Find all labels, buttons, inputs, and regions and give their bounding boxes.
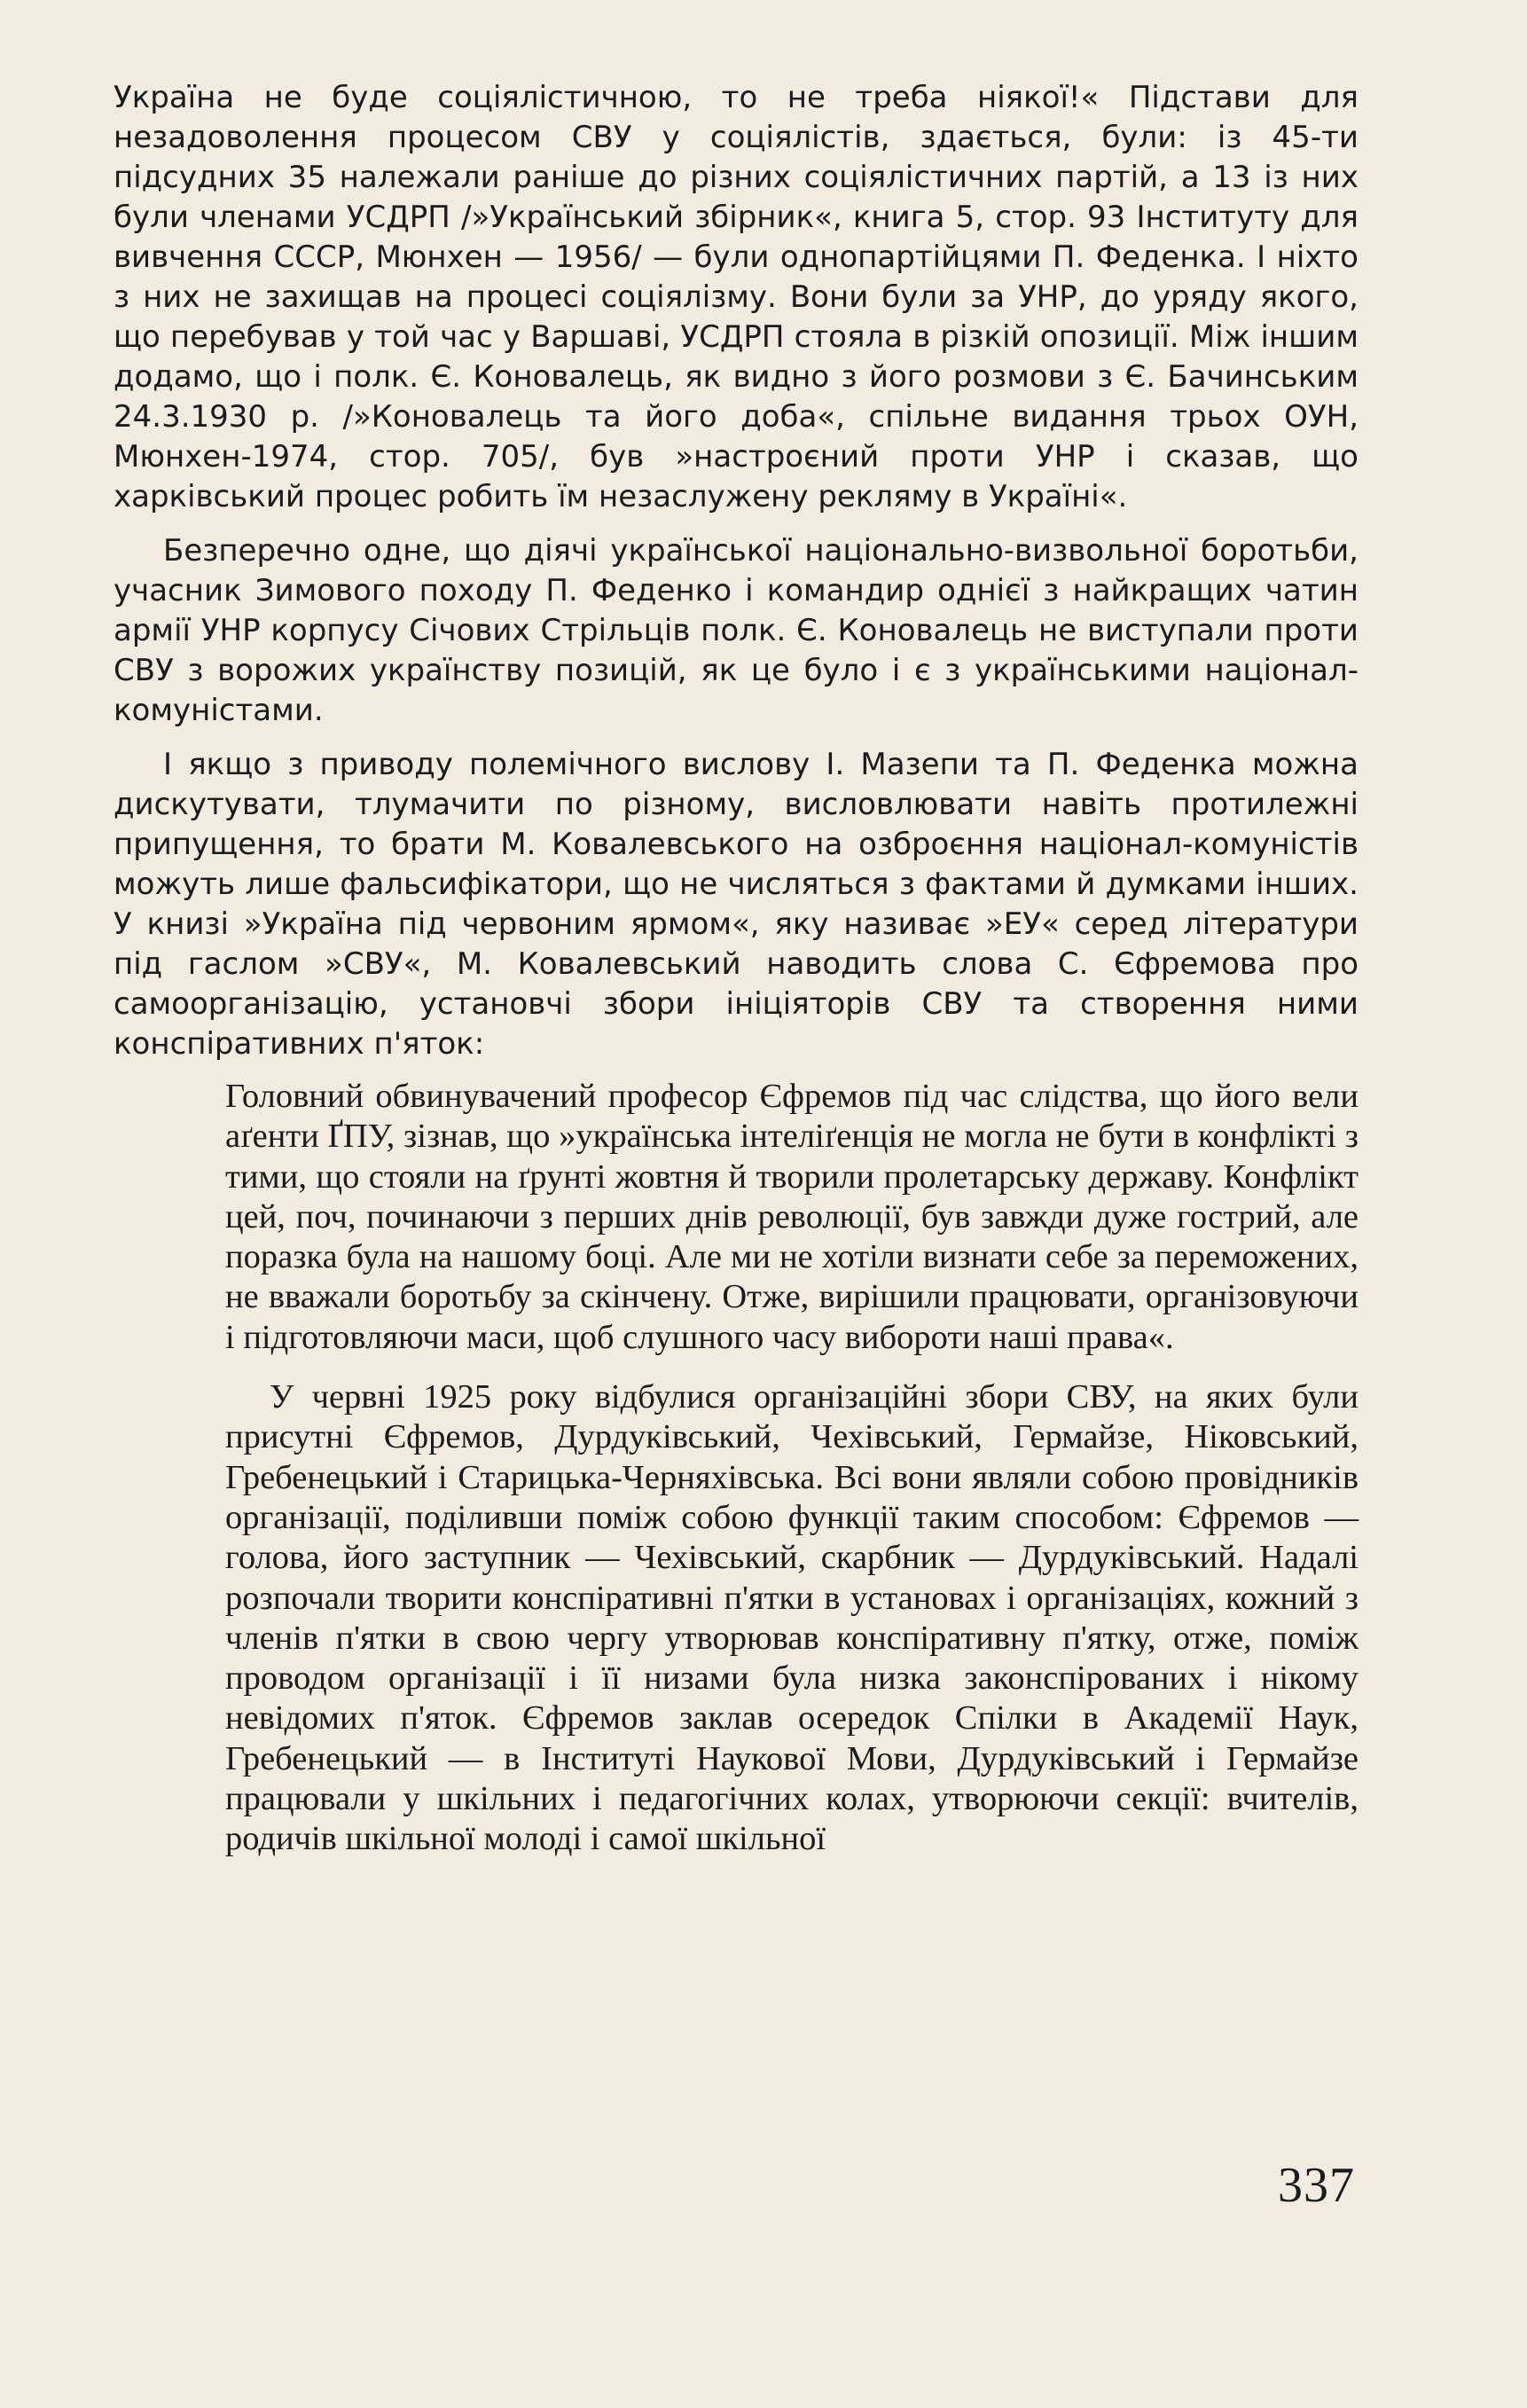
- block-quote: Головний обвинувачений професор Єфремов під час слідства, що його вели аґенти ҐПУ, зізнав, що »українська інтеліґенція не могла не бути в конфлікті з тими, що стояли на ґрунті жовтня й творили пролетарську державу. Конфлікт цей, поч, починаючи з перших днів революції, був завжди дуже гострий, але поразка була на нашому боці. Але ми не хотіли визнати себе за переможених, не вважали боротьбу за скінчену. Отже, вирішили працювати, організовуючи і підготовляючи маси, щоб слушного часу вибороти наші права«.: [225, 1078, 1359, 1356]
- paragraph-1: Україна не буде соціялістичною, то не треба ніякої!« Підстави для незадоволення процесом СВУ у соціялістів, здається, були: із 45-ти підсудних 35 належали раніше до різних соціялістичних партій, а 13 із них були членами УСДРП /»Український збірник«, книга 5, стор. 93 Інституту для вивчення СССР, Мюнхен — 1956/ — були однопартійцями П. Феденка. І ніхто з них не захищав на процесі соціялізму. Вони були за УНР, до уряду якого, що перебував у той час у Варшаві, УСДРП стояла в різкій опозиції. Між іншим додамо, що і полк. Є. Коновалець, як видно з його розмови з Є. Бачинським 24.3.1930 р. /»Коновалець та його доба«, спільне видання трьох ОУН, Мюнхен-1974, стор. 705/, був »настроєний проти УНР і сказав, що харківський процес робить їм незаслужену рекляму в Україні«.: [114, 80, 1359, 514]
- paragraph-3: І якщо з приводу полемічного вислову І. Мазепи та П. Феденка можна дискутувати, тлумачити по різному, висловлювати навіть протилежні припущення, то брати М. Ковалевського на озброєння націонал-комуністів можуть лише фальсифікатори, що не числяться з фактами й думками інших. У книзі »Україна під червоним ярмом«, яку називає »ЕУ« серед літератури під гаслом »СВУ«, М. Ковалевський наводить слова С. Єфремова про самоорганізацію, установчі збори ініціяторів СВУ та створення ними конспіративних п'яток:: [114, 747, 1359, 1062]
- paragraph-4: У червні 1925 року відбулися організаційні збори СВУ, на яких були присутні Єфремов, Дурдуківський, Чехівський, Гермайзе, Ніковський, Гребенецький і Старицька-Черняхівська. Всі вони являли собою провідників організації, поділивши поміж собою функції таким способом: Єфремов — голова, його заступник — Чехівський, скарбник — Дурдуківський. Надалі розпочали творити конспіративні п'ятки в установах і організаціях, кожний з членів п'ятки в свою чергу утворював конспіративну п'ятку, отже, поміж проводом організації і її низами була низка законспірованих і нікому невідомих п'яток. Єфремов заклав осередок Спілки в Академії Наук, Гребенецький — в Інституті Наукової Мови, Дурдуківський і Гермайзе працювали у шкільних і педагогічних колах, утворюючи секції: вчителів, родичів шкільної молоді і самої шкільної: [225, 1378, 1359, 1858]
- paragraph-2: Безперечно одне, що діячі української національно-визвольної боротьби, учасник Зимового походу П. Феденко і командир однієї з найкращих чатин армії УНР корпусу Січових Стрільців полк. Є. Коновалець не виступали проти СВУ з ворожих українству позицій, як це було і є з українськими націонал-комуністами.: [114, 533, 1359, 728]
- page-number: 337: [1278, 2158, 1355, 2213]
